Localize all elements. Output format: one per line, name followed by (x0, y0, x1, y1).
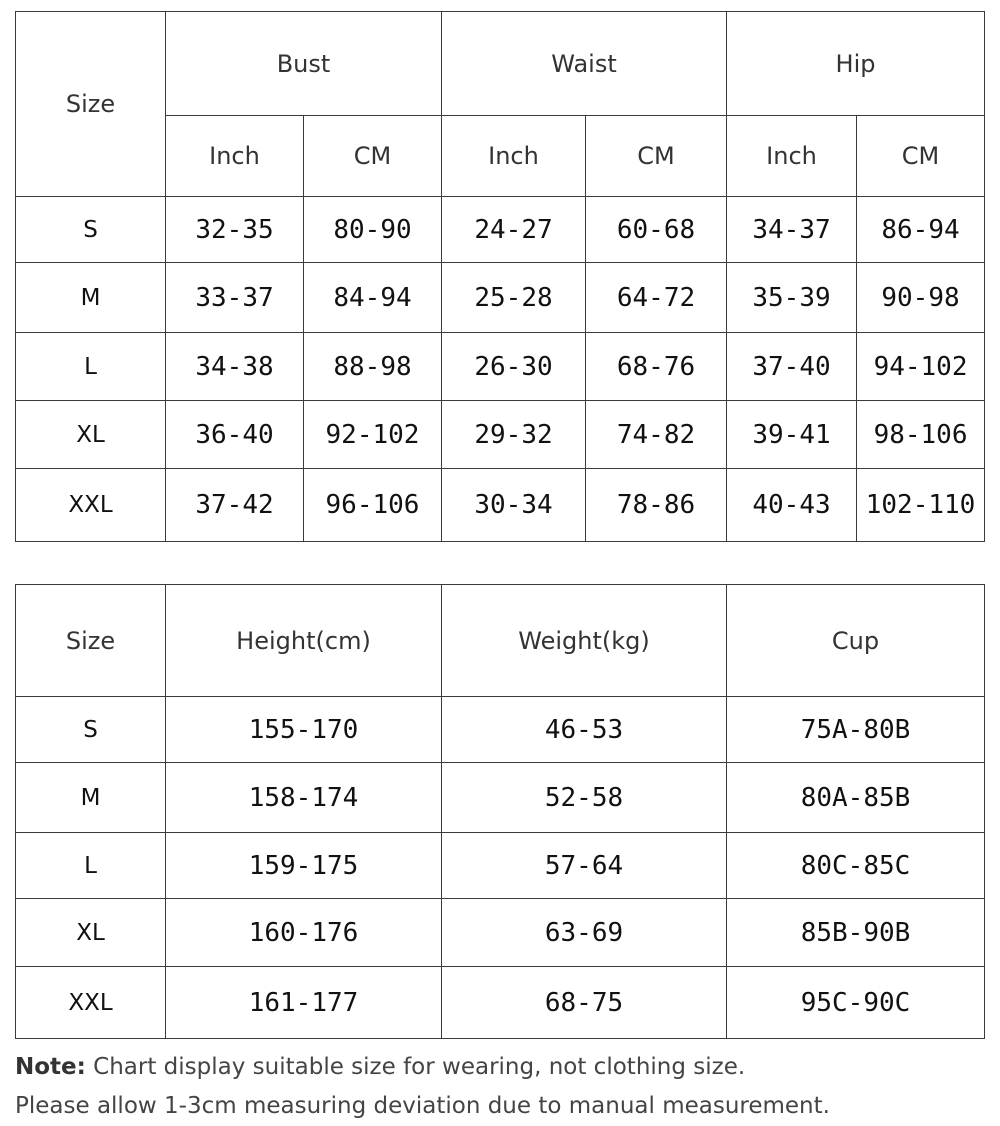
table-cell: 74-82 (586, 401, 727, 469)
table-row (16, 899, 985, 967)
table-cell: 26-30 (442, 333, 586, 401)
table-cell: 37-42 (166, 469, 304, 542)
table-cell: 33-37 (166, 263, 304, 333)
table-row (16, 763, 985, 833)
table-cell: 102-110 (857, 469, 985, 542)
table-cell: 34-38 (166, 333, 304, 401)
note-label: Note: (15, 1054, 86, 1080)
unit-header: CM (304, 116, 442, 197)
table-cell: 84-94 (304, 263, 442, 333)
table-cell: 25-28 (442, 263, 586, 333)
size-cell: XXL (16, 469, 166, 542)
table-cell: 161-177 (166, 967, 442, 1039)
unit-header: Inch (727, 116, 857, 197)
size-cell: XL (16, 899, 166, 967)
table-cell: 30-34 (442, 469, 586, 542)
table-row (16, 263, 985, 333)
table-row (16, 401, 985, 469)
table-row (16, 469, 985, 542)
size-cell: XL (16, 401, 166, 469)
table-cell: 85B-90B (727, 899, 985, 967)
hip-header: Hip (727, 12, 985, 116)
note-text: Chart display suitable size for wearing, not clothing size. (93, 1054, 746, 1080)
size-cell: S (16, 697, 166, 763)
table-cell: 158-174 (166, 763, 442, 833)
table-cell: 80-90 (304, 197, 442, 263)
table-cell: 52-58 (442, 763, 727, 833)
table-cell: 159-175 (166, 833, 442, 899)
measurement-size-table (15, 11, 985, 542)
table-cell: 98-106 (857, 401, 985, 469)
table-row (16, 333, 985, 401)
table-row (16, 967, 985, 1039)
size-cell: L (16, 833, 166, 899)
note-line-2 (15, 1093, 830, 1119)
weight-header: Weight(kg) (442, 585, 727, 697)
note-text: Please allow 1-3cm measuring deviation due to manual measurement. (15, 1093, 830, 1119)
table-cell: 64-72 (586, 263, 727, 333)
note-line-1 (15, 1054, 745, 1080)
table-cell: 24-27 (442, 197, 586, 263)
table-cell: 29-32 (442, 401, 586, 469)
table-cell: 94-102 (857, 333, 985, 401)
table-cell: 96-106 (304, 469, 442, 542)
table-cell: 60-68 (586, 197, 727, 263)
table-cell: 86-94 (857, 197, 985, 263)
table-cell: 57-64 (442, 833, 727, 899)
table-cell: 68-76 (586, 333, 727, 401)
table-cell: 88-98 (304, 333, 442, 401)
height-header: Height(cm) (166, 585, 442, 697)
table-cell: 155-170 (166, 697, 442, 763)
table-row (16, 197, 985, 263)
size-cell: L (16, 333, 166, 401)
unit-header: Inch (442, 116, 586, 197)
table-row (16, 833, 985, 899)
table-cell: 37-40 (727, 333, 857, 401)
waist-header: Waist (442, 12, 727, 116)
table-cell: 46-53 (442, 697, 727, 763)
table-cell: 160-176 (166, 899, 442, 967)
size-header: Size (16, 585, 166, 697)
size-header: Size (16, 12, 166, 197)
table-row (16, 697, 985, 763)
table-cell: 78-86 (586, 469, 727, 542)
table-cell: 32-35 (166, 197, 304, 263)
table-cell: 40-43 (727, 469, 857, 542)
size-cell: S (16, 197, 166, 263)
unit-header: CM (586, 116, 727, 197)
table-cell: 75A-80B (727, 697, 985, 763)
table-cell: 36-40 (166, 401, 304, 469)
size-cell: XXL (16, 967, 166, 1039)
unit-header: CM (857, 116, 985, 197)
cup-header: Cup (727, 585, 985, 697)
table-cell: 35-39 (727, 263, 857, 333)
unit-header: Inch (166, 116, 304, 197)
table-cell: 95C-90C (727, 967, 985, 1039)
table-cell: 63-69 (442, 899, 727, 967)
bust-header: Bust (166, 12, 442, 116)
table-cell: 80C-85C (727, 833, 985, 899)
table-cell: 92-102 (304, 401, 442, 469)
table-cell: 90-98 (857, 263, 985, 333)
size-cell: M (16, 263, 166, 333)
table-cell: 68-75 (442, 967, 727, 1039)
size-cell: M (16, 763, 166, 833)
table-cell: 34-37 (727, 197, 857, 263)
fit-size-table (15, 584, 985, 1039)
table-cell: 39-41 (727, 401, 857, 469)
table-cell: 80A-85B (727, 763, 985, 833)
